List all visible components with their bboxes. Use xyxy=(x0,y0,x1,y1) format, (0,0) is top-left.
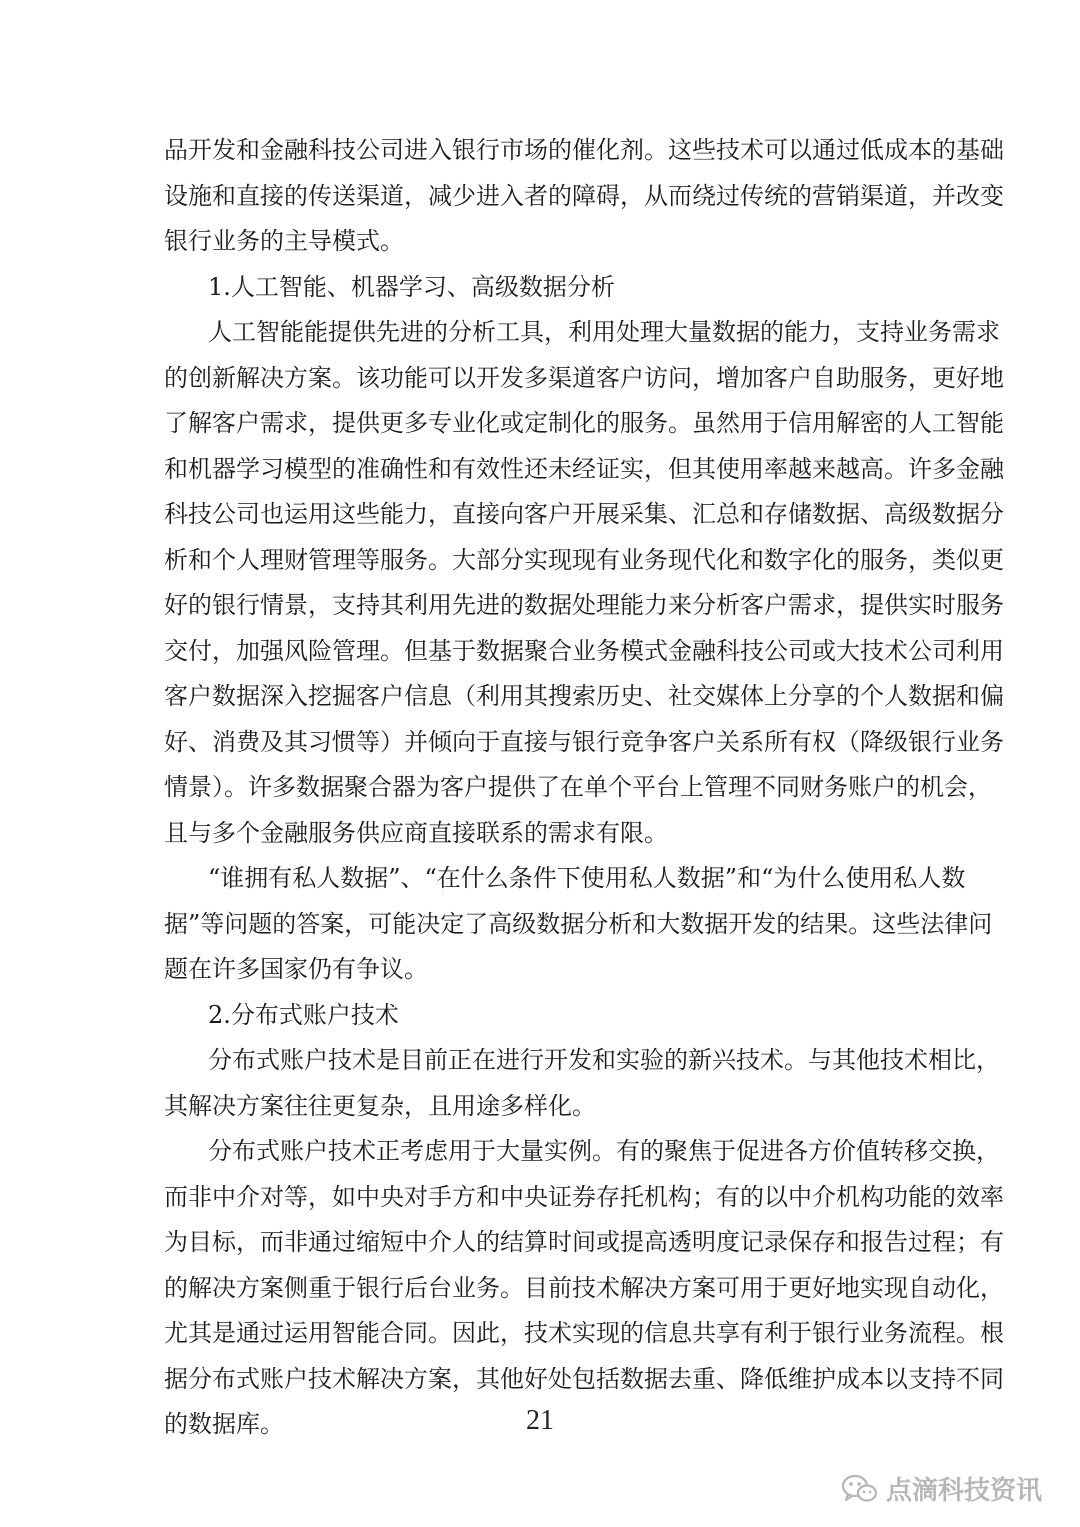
watermark-text: 点滴科技资讯 xyxy=(885,1476,1042,1506)
text-line: 尤其是通过运用智能合同。因此，技术实现的信息共享有利于银行业务流程。根 xyxy=(164,1319,1004,1347)
watermark xyxy=(842,1470,1042,1507)
text-line: 科技公司也运用这些能力，直接向客户开展采集、汇总和存储数据、高级数据分 xyxy=(164,500,1004,528)
text-line: 交付，加强风险管理。但基于数据聚合业务模式金融科技公司或大技术公司利用 xyxy=(164,636,1004,665)
heading-line: 1.人工智能、机器学习、高级数据分析 xyxy=(208,272,615,301)
page-number: 21 xyxy=(526,1405,554,1436)
text-line: 的创新解决方案。该功能可以开发多渠道客户访问，增加客户自助服务，更好地 xyxy=(164,363,1004,392)
section-heading xyxy=(164,993,916,1039)
text-line: 情景）。许多数据聚合器为客户提供了在单个平台上管理不同财务账户的机会， xyxy=(164,773,992,801)
text-line: 的解决方案侧重于银行后台业务。目前技术解决方案可用于更好地实现自动化， xyxy=(164,1273,1004,1302)
text-line: 好、消费及其习惯等）并倾向于直接与银行竞争客户关系所有权（降级银行业务 xyxy=(164,727,1004,756)
text-line: 和机器学习模型的准确性和有效性还未经证实，但其使用率越来越高。许多金融 xyxy=(164,454,1004,483)
text-line: 据分布式账户技术解决方案，其他好处包括数据去重、降低维护成本以支持不同 xyxy=(164,1364,1004,1393)
text-line: 分布式账户技术正考虑用于大量实例。有的聚焦于促进各方价值转移交换， xyxy=(208,1137,1000,1165)
text-line: 了解客户需求，提供更多专业化或定制化的服务。虽然用于信用解密的人工智能 xyxy=(164,409,1004,437)
paragraph xyxy=(164,128,1004,265)
text-line: 而非中介对等，如中央对手方和中央证券存托机构；有的以中介机构功能的效率 xyxy=(164,1182,1004,1211)
paragraph xyxy=(164,1129,1004,1448)
paragraph xyxy=(164,310,1004,856)
heading-line: 2.分布式账户技术 xyxy=(208,1000,399,1029)
text-line: 的数据库。 xyxy=(164,1410,284,1438)
text-line: 其解决方案往往更复杂，且用途多样化。 xyxy=(164,1091,596,1120)
text-line: 银行业务的主导模式。 xyxy=(164,227,404,255)
text-line: 且与多个金融服务供应商直接联系的需求有限。 xyxy=(164,818,668,847)
paragraph xyxy=(164,1038,1000,1129)
text-line: 人工智能能提供先进的分析工具，利用处理大量数据的能力，支持业务需求 xyxy=(208,318,1000,346)
text-line: 好的银行情景，支持其利用先进的数据处理能力来分析客户需求，提供实时服务 xyxy=(164,591,1004,619)
section-heading xyxy=(164,265,916,311)
text-line: 设施和直接的传送渠道，减少进入者的障碍，从而绕过传统的营销渠道，并改变 xyxy=(164,181,1004,210)
text-line: 品开发和金融科技公司进入银行市场的催化剂。这些技术可以通过低成本的基础 xyxy=(164,136,1004,164)
text-line: 题在许多国家仍有争议。 xyxy=(164,955,428,983)
text-line: 为目标，而非通过缩短中介人的结算时间或提高透明度记录保存和报告过程；有 xyxy=(164,1228,1004,1256)
text-line: 据”等问题的答案，可能决定了高级数据分析和大数据开发的结果。这些法律问 xyxy=(164,909,993,938)
text-line: 分布式账户技术是目前正在进行开发和实验的新兴技术。与其他技术相比， xyxy=(208,1046,1000,1074)
text-line: 客户数据深入挖掘客户信息（利用其搜索历史、社交媒体上分享的个人数据和偏 xyxy=(164,682,1004,710)
wechat-icon xyxy=(842,1474,878,1504)
body-text xyxy=(164,128,1004,1448)
paragraph xyxy=(164,856,993,993)
text-line: 析和个人理财管理等服务。大部分实现现有业务现代化和数字化的服务，类似更 xyxy=(164,545,1004,574)
text-line: “谁拥有私人数据”、“在什么条件下使用私人数据”和“为什么使用私人数 xyxy=(208,864,966,892)
